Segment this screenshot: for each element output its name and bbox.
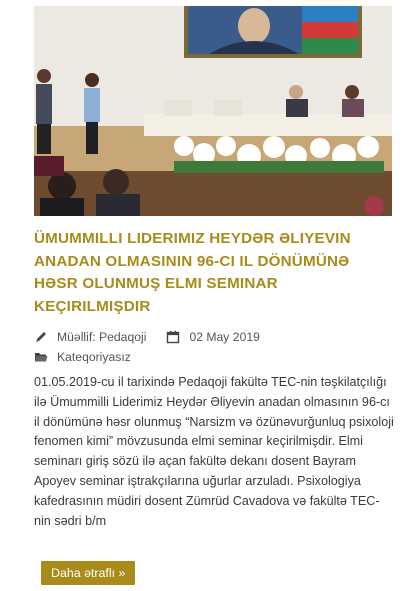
- read-more-button[interactable]: Daha ətraflı »: [41, 561, 135, 585]
- post-author[interactable]: [34, 330, 146, 344]
- post-featured-image[interactable]: [34, 6, 392, 216]
- post-title[interactable]: ÜMUMMILLI LIDERIMIZ HEYDƏR ƏLIYEVIN ANADAN OLMASININ 96-CI IL DÖNÜMÜNƏ HƏSR OLUNMUŞ ELMI SEMINAR KEÇIRILMIŞDIR: [34, 230, 351, 315]
- post-card: [8, 0, 408, 591]
- post-date-text: 02 May 2019: [189, 330, 260, 344]
- calendar-icon: [166, 330, 180, 344]
- post-excerpt: 01.05.2019-cu il tarixində Pedaqoji fakültə TEC-nin təşkilatçılığı ilə Ümummilli Liderimiz Heydər Əliyevin anadan olmasının 96-cı il dönümünə həsr olunmuş “Narsizm və özünəvurğunluq psixoloji fenomen kimi” mövzusunda elmi seminar keçirilmişdir. Elmi seminarı giriş sözü ilə açan fakültə dekanı dosent Bayram Apoyev seminar iştrakçılarına uğurlar arzuladı. Psixologiya kafedrasının müdiri dosent Zümrüd Cavadova və fakültə TEC-nin sədri b/m: [34, 375, 394, 528]
- post-meta: [34, 328, 394, 368]
- post-author-label: Müəllif: Pedaqoji: [57, 330, 147, 344]
- pencil-icon: [34, 330, 48, 344]
- post-category-label: Kateqoriyasız: [57, 350, 131, 364]
- post-date: [166, 330, 259, 344]
- post-category[interactable]: [34, 350, 131, 364]
- folder-icon: [34, 350, 48, 364]
